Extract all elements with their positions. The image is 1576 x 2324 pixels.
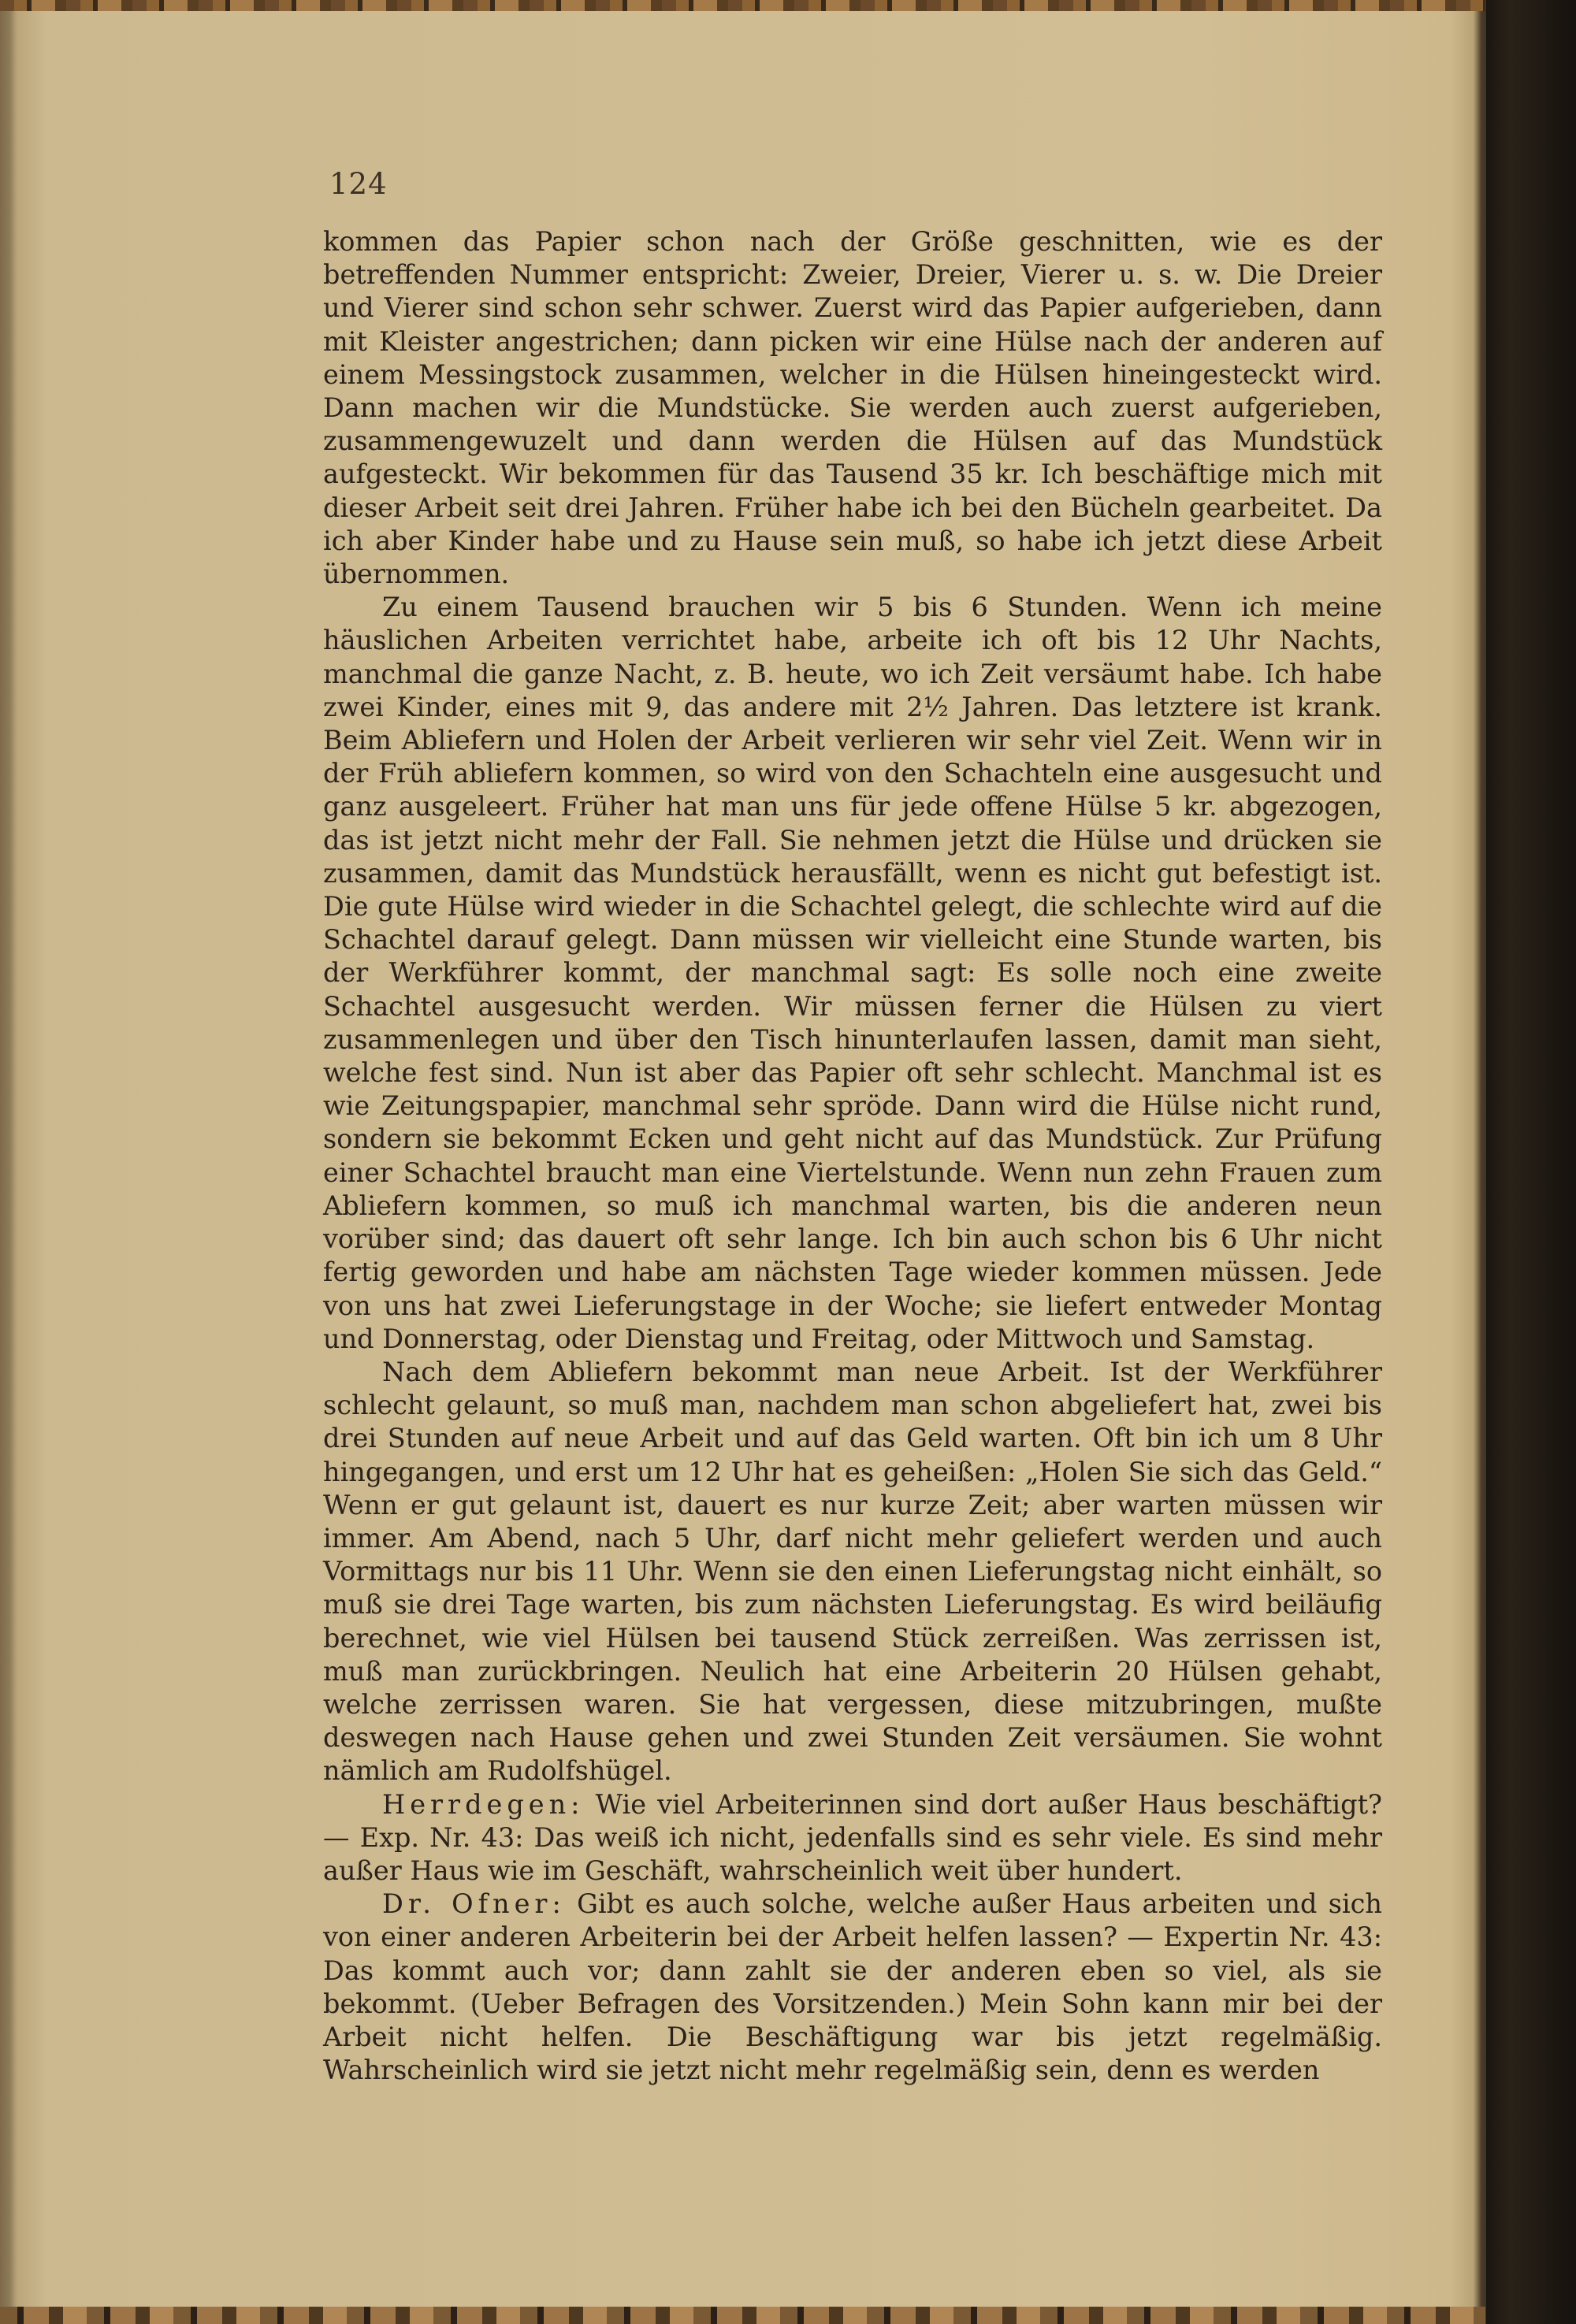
speaker-name: Herrdegen: [382,1788,585,1820]
paragraph: kommen das Papier schon nach der Größe geschnitten, wie es der betreffenden Nummer entspricht: Zweier, Dreier, Vierer u. s. w. Die Dreier und Vierer sind schon sehr schwer. Zuerst wird das Papier aufgerieben, dann mit Kleister angestrichen; dann picken wir eine Hülse nach der anderen auf einem Messingstock zusammen, welcher in die Hülsen hineingesteckt wird. Dann machen wir die Mundstücke. Sie werden auch zuerst aufgerieben, zusammengewuzelt und dann werden die Hülsen auf das Mundstück aufgesteckt. Wir bekommen für das Tausend 35 kr. Ich beschäftige mich mit dieser Arbeit seit drei Jahren. Früher habe ich bei den Bücheln gearbeitet. Da ich aber Kinder habe und zu Hause sein muß, so habe ich jetzt diese Arbeit übernommen. [323,226,1382,590]
speaker-name: Dr. Ofner: [382,1888,566,1920]
paragraph: Zu einem Tausend brauchen wir 5 bis 6 Stunden. Wenn ich meine häuslichen Arbeiten verrichtet habe, arbeite ich oft bis 12 Uhr Nachts, manchmal die ganze Nacht, z. B. heute, wo ich Zeit versäumt habe. Ich habe zwei Kinder, eines mit 9, das andere mit 2½ Jahren. Das letztere ist krank. Beim Abliefern und Holen der Arbeit verlieren wir sehr viel Zeit. Wenn wir in der Früh abliefern kommen, so wird von den Schachteln eine ausgesucht und ganz ausgeleert. Früher hat man uns für jede offene Hülse 5 kr. abgezogen, das ist jetzt nicht mehr der Fall. Sie nehmen jetzt die Hülse und drücken sie zusammen, damit das Mundstück herausfällt, wenn es nicht gut befestigt ist. Die gute Hülse wird wieder in die Schachtel gelegt, die schlechte wird auf die Schachtel darauf gelegt. Dann müssen wir vielleicht eine Stunde warten, bis der Werkführer kommt, der manchmal sagt: Es solle noch eine zweite Schachtel ausgesucht werden. Wir müssen ferner die Hülsen zu viert zusammenlegen und über den Tisch hinunterlaufen lassen, damit man sieht, welche fest sind. Nun ist aber das Papier oft sehr schlecht. Manchmal ist es wie Zeitungspapier, manchmal sehr spröde. Dann wird die Hülse nicht rund, sondern sie bekommt Ecken und geht nicht auf das Mundstück. Zur Prüfung einer Schachtel braucht man eine Viertelstunde. Wenn nun zehn Frauen zum Abliefern kommen, so muß ich manchmal warten, bis die anderen neun vorüber sind; das dauert oft sehr lange. Ich bin auch schon bis 6 Uhr nicht fertig geworden und habe am nächsten Tage wieder kommen müssen. Jede von uns hat zwei Lieferungstage in der Woche; sie liefert entweder Montag und Donnerstag, oder Dienstag und Freitag, oder Mittwoch und Samstag. [323,592,1382,1354]
page-body [323,225,1382,2087]
paragraph: Nach dem Abliefern bekommt man neue Arbeit. Ist der Werkführer schlecht gelaunt, so muß man, nachdem man schon abgeliefert hat, zwei bis drei Stunden auf neue Arbeit und auf das Geld warten. Oft bin ich um 8 Uhr hingegangen, und erst um 12 Uhr hat es geheißen: „Holen Sie sich das Geld.“ Wenn er gut gelaunt ist, dauert es nur kurze Zeit; aber warten müssen wir immer. Am Abend, nach 5 Uhr, darf nicht mehr geliefert werden und auch Vormittags nur bis 11 Uhr. Wenn sie den einen Lieferungstag nicht einhält, so muß sie drei Tage warten, bis zum nächsten Lieferungstag. Es wird beiläufig berechnet, wie viel Hülsen bei tausend Stück zerreißen. Was zerrissen ist, muß man zurückbringen. Neulich hat eine Arbeiterin 20 Hülsen gehabt, welche zerrissen waren. Sie hat vergessen, diese mitzubringen, mußte deswegen nach Hause gehen und zwei Stunden Zeit versäumen. Sie wohnt nämlich am Rudolfshügel. [323,1356,1382,1787]
paragraph [323,1788,1382,1888]
page-number: 124 [329,167,388,201]
paragraph [323,1888,1382,2087]
book-binding-edge [1486,0,1576,2324]
paragraph-text: Wie viel Arbeiterinnen sind dort außer Haus beschäftigt? — Exp. Nr. 43: Das weiß ich nicht, jedenfalls sind es sehr viele. Es sind mehr außer Haus wie im Geschäft, wahrscheinlich weit über hundert. [323,1788,1382,1886]
paragraph-text: Gibt es auch solche, welche außer Haus arbeiten und sich von einer anderen Arbeiterin bei der Arbeit helfen lassen? — Expertin Nr. 43: Das kommt auch vor; dann zahlt sie der anderen eben so viel, als sie bekommt. (Ueber Befragen des Vorsitzenden.) Mein Sohn kann mir bei der Arbeit nicht helfen. Die Beschäftigung war bis jetzt regelmäßig. Wahrscheinlich wird sie jetzt nicht mehr regelmäßig sein, denn es werden [323,1888,1383,2086]
